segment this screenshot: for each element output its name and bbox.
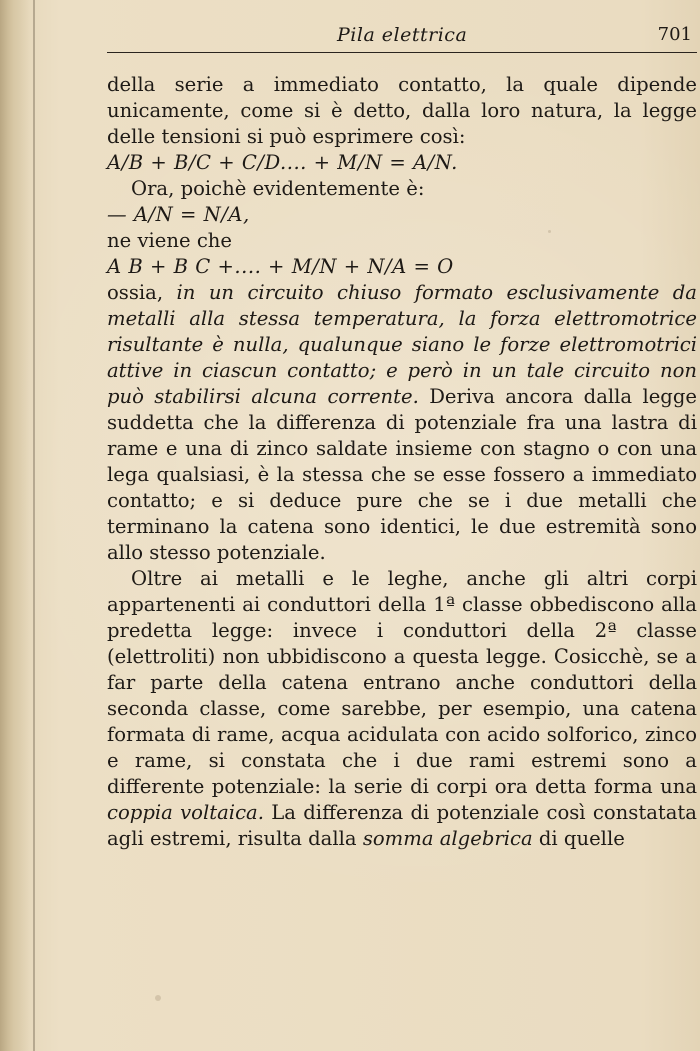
conductors-text-end: di quelle: [538, 827, 625, 850]
body-text: [107, 72, 697, 852]
paragraph-conductors: [107, 566, 697, 852]
running-header: [107, 20, 697, 53]
paragraph-closed-circuit-conclusion: [107, 280, 697, 566]
page-number: 701: [657, 24, 692, 45]
conductors-text-start: Oltre ai metalli e le leghe, anche gli altri corpi appartenenti ai conduttori della 1ª classe obbediscono alla predetta legge: invece i conduttori della 2ª classe (elettroliti) non ubbidiscono a questa legge. Cosicchè, se a far parte della catena entrano anche conduttori della seconda classe, come sarebbe, per esempio, una catena formata di rame, acqua acidulata con acido solforico, zinco e rame, si constata che i due rami estremi sono a differente potenziale: la serie di corpi ora detta forma una: [107, 567, 697, 798]
formula-closed-circuit: A B + B C +.... + M/N + N/A = O: [107, 255, 454, 278]
paper-spot: [548, 230, 551, 233]
paragraph-series-law: della serie a immediato contatto, la quale dipende unicamente, come si è detto, dalla loro natura, la legge delle tensioni si può esprimere così:: [107, 73, 697, 148]
page-gutter-shadow: [0, 0, 30, 1051]
italic-statement: in un circuito chiuso formato esclusivamente da metalli alla stessa temperatura, la forza elettromotrice risultante è nulla, qualunque siano le forze elettromotrici attive in ciascun contatto; e però in un tale circuito non può stabilirsi alcuna corrente.: [107, 281, 697, 408]
lead-word: ossia,: [107, 281, 164, 304]
formula-tension-series: A/B + B/C + C/D.... + M/N = A/N.: [107, 151, 458, 174]
paragraph-continuation: Deriva ancora dalla legge suddetta che la differenza di potenziale fra una lastra di rame e una di zinco saldate insieme con stagno o con una lega qualsiasi, è la stessa che se esse fossero a immediato contatto; e si deduce pure che se i due metalli che terminano la catena sono identici, le due estremità sono allo stesso potenziale.: [107, 385, 697, 564]
binding-edge-line: [33, 0, 35, 1051]
conductors-text-middle: La differenza di potenziale così constatata agli estremi, risulta dalla: [107, 801, 697, 850]
italic-coppia-voltaica: coppia voltaica.: [107, 801, 264, 824]
paragraph-it-follows: ne viene che: [107, 229, 233, 252]
italic-somma-algebrica: somma algebrica: [362, 827, 533, 850]
formula-reverse-tension: — A/N = N/A,: [107, 203, 250, 226]
paper-spot: [155, 995, 161, 1001]
paragraph-since-evident: Ora, poichè evidentemente è:: [131, 177, 425, 200]
running-title: Pila elettrica: [337, 24, 468, 46]
